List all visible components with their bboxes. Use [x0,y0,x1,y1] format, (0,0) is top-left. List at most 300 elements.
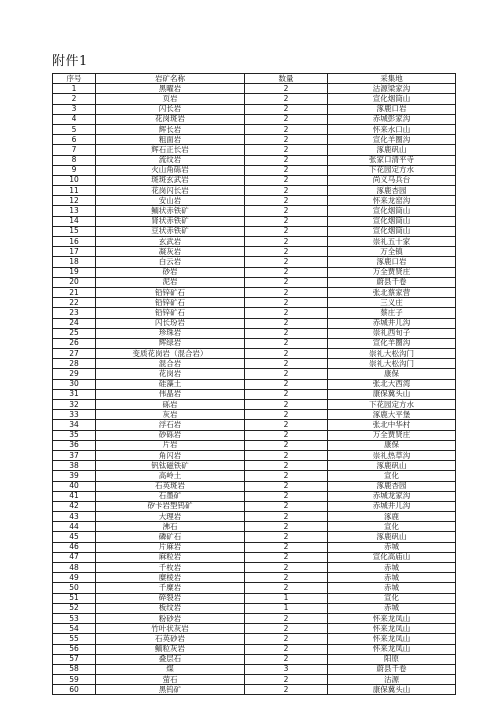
specimen-name-cell: 麻粒岩 [96,552,245,562]
serial-number-cell: 11 [53,186,96,196]
table-row [53,175,456,185]
collection-site-cell: 怀来龙凤山 [328,644,456,654]
quantity-cell: 2 [245,624,328,634]
collection-site-cell: 宣化高庙山 [328,552,456,562]
specimen-name-cell: 千枚岩 [96,563,245,573]
quantity-cell: 2 [245,257,328,267]
specimen-name-cell: 辉长岩 [96,124,245,134]
quantity-cell: 2 [245,430,328,440]
collection-site-cell: 康保 [328,369,456,379]
header-quantity: 数量 [245,74,328,84]
table-row [53,318,456,328]
quantity-cell: 2 [245,124,328,134]
collection-site-cell: 宣化烟筒山 [328,206,456,216]
quantity-cell: 2 [245,84,328,94]
table-header-row [53,74,456,84]
specimen-name-cell: 斑斑玄武岩 [96,175,245,185]
table-row [53,267,456,277]
serial-number-cell: 2 [53,94,96,104]
specimen-name-cell: 角闪岩 [96,450,245,460]
specimen-name-cell: 辉石正长岩 [96,145,245,155]
table-row [53,287,456,297]
collection-site-cell: 宣化 [328,471,456,481]
specimen-name-cell: 粗面岩 [96,135,245,145]
collection-site-cell: 怀来龙凤山 [328,624,456,634]
quantity-cell: 2 [245,675,328,685]
table-row [53,563,456,573]
serial-number-cell: 18 [53,257,96,267]
quantity-cell: 2 [245,318,328,328]
serial-number-cell: 15 [53,226,96,236]
table-row [53,410,456,420]
specimen-name-cell: 黑钨矿 [96,685,245,695]
serial-number-cell: 6 [53,135,96,145]
specimen-name-cell: 白云岩 [96,257,245,267]
table-row [53,532,456,542]
collection-site-cell: 宣化羊圈沟 [328,338,456,348]
quantity-cell: 2 [245,491,328,501]
specimen-name-cell: 泥岩 [96,277,245,287]
specimen-name-cell: 页岩 [96,94,245,104]
serial-number-cell: 51 [53,593,96,603]
quantity-cell: 2 [245,512,328,522]
serial-number-cell: 54 [53,624,96,634]
table-row [53,634,456,644]
collection-site-cell: 万全贾贤庄 [328,430,456,440]
serial-number-cell: 17 [53,247,96,257]
quantity-cell: 2 [245,338,328,348]
collection-site-cell: 宣化羊圈沟 [328,135,456,145]
quantity-cell: 2 [245,552,328,562]
collection-site-cell: 怀来龙凤山 [328,613,456,623]
specimen-name-cell: 珍珠岩 [96,328,245,338]
serial-number-cell: 43 [53,512,96,522]
collection-site-cell: 崇礼热草沟 [328,450,456,460]
table-row [53,461,456,471]
table-row [53,114,456,124]
table-row [53,226,456,236]
quantity-cell: 2 [245,114,328,124]
serial-number-cell: 19 [53,267,96,277]
serial-number-cell: 35 [53,430,96,440]
collection-site-cell: 怀来水口山 [328,124,456,134]
collection-site-cell: 阳原 [328,654,456,664]
quantity-cell: 2 [245,287,328,297]
serial-number-cell: 49 [53,573,96,583]
serial-number-cell: 30 [53,379,96,389]
collection-site-cell: 下花园定方水 [328,400,456,410]
collection-site-cell: 康保冀头山 [328,685,456,695]
quantity-cell: 2 [245,298,328,308]
quantity-cell: 2 [245,247,328,257]
quantity-cell: 2 [245,328,328,338]
quantity-cell: 2 [245,186,328,196]
collection-site-cell: 宣化 [328,593,456,603]
quantity-cell: 2 [245,654,328,664]
table-row [53,94,456,104]
table-row [53,624,456,634]
table-row [53,369,456,379]
serial-number-cell: 16 [53,237,96,247]
table-row [53,501,456,511]
table-row [53,593,456,603]
serial-number-cell: 34 [53,420,96,430]
quantity-cell: 2 [245,94,328,104]
table-row [53,440,456,450]
serial-number-cell: 9 [53,165,96,175]
collection-site-cell: 崇礼西旬子 [328,328,456,338]
collection-site-cell: 万全贾贤庄 [328,267,456,277]
table-row [53,359,456,369]
quantity-cell: 2 [245,522,328,532]
table-row [53,573,456,583]
serial-number-cell: 14 [53,216,96,226]
serial-number-cell: 52 [53,603,96,613]
specimen-name-cell: 板纹岩 [96,603,245,613]
quantity-cell: 2 [245,461,328,471]
serial-number-cell: 46 [53,542,96,552]
collection-site-cell: 赤城 [328,563,456,573]
serial-number-cell: 37 [53,450,96,460]
serial-number-cell: 3 [53,104,96,114]
serial-number-cell: 45 [53,532,96,542]
table-row [53,206,456,216]
header-collection-site: 采集地 [328,74,456,84]
specimen-name-cell: 鲕粒灰岩 [96,644,245,654]
specimen-name-cell: 砂岩 [96,267,245,277]
quantity-cell: 2 [245,226,328,236]
specimen-table [52,73,456,695]
specimen-name-cell: 砾岩 [96,400,245,410]
collection-site-cell: 崇礼大松沟门 [328,349,456,359]
collection-site-cell: 宣化烟筒山 [328,226,456,236]
quantity-cell: 2 [245,450,328,460]
collection-site-cell: 三义庄 [328,298,456,308]
specimen-name-cell: 石墨矿 [96,491,245,501]
serial-number-cell: 21 [53,287,96,297]
serial-number-cell: 4 [53,114,96,124]
table-row [53,104,456,114]
collection-site-cell: 万全镇 [328,247,456,257]
quantity-cell: 2 [245,634,328,644]
table-row [53,155,456,165]
table-body [53,84,456,695]
specimen-name-cell: 黑曜岩 [96,84,245,94]
collection-site-cell: 赤城 [328,573,456,583]
serial-number-cell: 25 [53,328,96,338]
collection-site-cell: 张北蔡家营 [328,287,456,297]
collection-site-cell: 赤城井儿沟 [328,318,456,328]
specimen-name-cell: 粉砂岩 [96,613,245,623]
specimen-name-cell: 铅锌矿石 [96,298,245,308]
table-row [53,644,456,654]
table-row [53,84,456,94]
quantity-cell: 2 [245,216,328,226]
table-row [53,512,456,522]
quantity-cell: 1 [245,593,328,603]
quantity-cell: 2 [245,349,328,359]
quantity-cell: 2 [245,196,328,206]
collection-site-cell: 赤城 [328,542,456,552]
table-row [53,216,456,226]
serial-number-cell: 10 [53,175,96,185]
collection-site-cell: 康保 [328,440,456,450]
collection-site-cell: 怀来龙窑沟 [328,196,456,206]
collection-site-cell: 涿鹿矾山 [328,532,456,542]
serial-number-cell: 29 [53,369,96,379]
collection-site-cell: 张北中华村 [328,420,456,430]
table-row [53,542,456,552]
specimen-name-cell: 磷矿石 [96,532,245,542]
table-row [53,165,456,175]
collection-site-cell: 赤城 [328,583,456,593]
header-serial-number: 序号 [53,74,96,84]
specimen-name-cell: 闪长玢岩 [96,318,245,328]
specimen-name-cell: 煤 [96,664,245,674]
specimen-name-cell: 叠层石 [96,654,245,664]
attachment-heading: 附件1 [52,54,88,69]
specimen-name-cell: 花岗闪长岩 [96,186,245,196]
collection-site-cell: 张家口清平寺 [328,155,456,165]
specimen-name-cell: 辉绿岩 [96,338,245,348]
quantity-cell: 2 [245,145,328,155]
specimen-name-cell: 竹叶状灰岩 [96,624,245,634]
collection-site-cell: 宣化烟筒山 [328,216,456,226]
table-row [53,675,456,685]
specimen-name-cell: 花岗斑岩 [96,114,245,124]
serial-number-cell: 12 [53,196,96,206]
specimen-name-cell: 伟晶岩 [96,389,245,399]
table-row [53,196,456,206]
specimen-name-cell: 石英斑岩 [96,481,245,491]
collection-site-cell: 尚义马兵台 [328,175,456,185]
table-row [53,400,456,410]
serial-number-cell: 56 [53,644,96,654]
specimen-name-cell: 变质花岗岩（混合岩） [96,349,245,359]
table-row [53,349,456,359]
serial-number-cell: 23 [53,308,96,318]
quantity-cell: 2 [245,308,328,318]
table-row [53,257,456,267]
quantity-cell: 2 [245,644,328,654]
table-row [53,603,456,613]
quantity-cell: 2 [245,206,328,216]
collection-site-cell: 怀来龙凤山 [328,634,456,644]
specimen-name-cell: 浮石岩 [96,420,245,430]
specimen-name-cell: 鲕状赤铁矿 [96,206,245,216]
collection-site-cell: 涿鹿杏园 [328,481,456,491]
quantity-cell: 2 [245,471,328,481]
collection-site-cell: 涿鹿口岩 [328,104,456,114]
table-row [53,552,456,562]
quantity-cell: 2 [245,542,328,552]
serial-number-cell: 57 [53,654,96,664]
specimen-name-cell: 大理岩 [96,512,245,522]
collection-site-cell: 涿鹿矾山 [328,461,456,471]
collection-site-cell: 蔚县千卷 [328,664,456,674]
serial-number-cell: 39 [53,471,96,481]
table-row [53,450,456,460]
quantity-cell: 2 [245,175,328,185]
serial-number-cell: 53 [53,613,96,623]
serial-number-cell: 24 [53,318,96,328]
table-row [53,522,456,532]
table-row [53,613,456,623]
collection-site-cell: 赤城彭家沟 [328,114,456,124]
specimen-name-cell: 矽卡岩型钨矿 [96,501,245,511]
serial-number-cell: 26 [53,338,96,348]
table-row [53,654,456,664]
table-row [53,481,456,491]
specimen-name-cell: 玄武岩 [96,237,245,247]
serial-number-cell: 32 [53,400,96,410]
serial-number-cell: 47 [53,552,96,562]
serial-number-cell: 59 [53,675,96,685]
quantity-cell: 2 [245,369,328,379]
quantity-cell: 3 [245,664,328,674]
specimen-name-cell: 硅藻土 [96,379,245,389]
quantity-cell: 2 [245,440,328,450]
serial-number-cell: 31 [53,389,96,399]
quantity-cell: 2 [245,104,328,114]
specimen-name-cell: 沸石 [96,522,245,532]
serial-number-cell: 13 [53,206,96,216]
collection-site-cell: 宣化 [328,522,456,532]
table-row [53,308,456,318]
collection-site-cell: 康保冀头山 [328,389,456,399]
serial-number-cell: 50 [53,583,96,593]
quantity-cell: 2 [245,155,328,165]
specimen-name-cell: 糜棱岩 [96,573,245,583]
table-row [53,186,456,196]
serial-number-cell: 42 [53,501,96,511]
quantity-cell: 2 [245,389,328,399]
specimen-name-cell: 萤石 [96,675,245,685]
table-row [53,298,456,308]
collection-site-cell: 涿鹿矾山 [328,145,456,155]
collection-site-cell: 涿鹿杏园 [328,186,456,196]
specimen-name-cell: 高岭土 [96,471,245,481]
specimen-name-cell: 铅锌矿石 [96,287,245,297]
table-row [53,124,456,134]
collection-site-cell: 蔚县千卷 [328,277,456,287]
quantity-cell: 2 [245,420,328,430]
table-row [53,420,456,430]
serial-number-cell: 55 [53,634,96,644]
serial-number-cell: 40 [53,481,96,491]
collection-site-cell: 张北大西湾 [328,379,456,389]
collection-site-cell: 宣化烟筒山 [328,94,456,104]
table-row [53,685,456,695]
serial-number-cell: 20 [53,277,96,287]
table-row [53,583,456,593]
specimen-name-cell: 灰岩 [96,410,245,420]
table-row [53,389,456,399]
collection-site-cell: 沽源梁家沟 [328,84,456,94]
quantity-cell: 2 [245,379,328,389]
collection-site-cell: 赤城井儿沟 [328,501,456,511]
specimen-name-cell: 闪长岩 [96,104,245,114]
serial-number-cell: 48 [53,563,96,573]
specimen-name-cell: 火山角砾岩 [96,165,245,175]
quantity-cell: 2 [245,613,328,623]
specimen-name-cell: 砂砾岩 [96,430,245,440]
serial-number-cell: 22 [53,298,96,308]
quantity-cell: 1 [245,603,328,613]
specimen-name-cell: 流纹岩 [96,155,245,165]
table-row [53,328,456,338]
specimen-name-cell: 混合岩 [96,359,245,369]
table-row [53,247,456,257]
specimen-name-cell: 钒钛磁铁矿 [96,461,245,471]
collection-site-cell: 下花园定方水 [328,165,456,175]
specimen-name-cell: 千糜岩 [96,583,245,593]
table-row [53,491,456,501]
serial-number-cell: 33 [53,410,96,420]
quantity-cell: 2 [245,563,328,573]
serial-number-cell: 38 [53,461,96,471]
serial-number-cell: 1 [53,84,96,94]
serial-number-cell: 7 [53,145,96,155]
header-specimen-name: 岩矿名称 [96,74,245,84]
collection-site-cell: 崇礼五十家 [328,237,456,247]
collection-site-cell: 涿鹿 [328,512,456,522]
serial-number-cell: 58 [53,664,96,674]
serial-number-cell: 28 [53,359,96,369]
quantity-cell: 2 [245,532,328,542]
table-row [53,145,456,155]
table-row [53,471,456,481]
table-row [53,430,456,440]
serial-number-cell: 5 [53,124,96,134]
collection-site-cell: 崇礼大松沟门 [328,359,456,369]
quantity-cell: 2 [245,573,328,583]
specimen-name-cell: 豆状赤铁矿 [96,226,245,236]
serial-number-cell: 36 [53,440,96,450]
collection-site-cell: 涿鹿大平堡 [328,410,456,420]
quantity-cell: 2 [245,685,328,695]
table-row [53,237,456,247]
quantity-cell: 2 [245,135,328,145]
quantity-cell: 2 [245,583,328,593]
quantity-cell: 2 [245,165,328,175]
specimen-name-cell: 碎裂岩 [96,593,245,603]
specimen-name-cell: 凝灰岩 [96,247,245,257]
specimen-name-cell: 安山岩 [96,196,245,206]
table-row [53,379,456,389]
specimen-name-cell: 片岩 [96,440,245,450]
quantity-cell: 2 [245,267,328,277]
table-row [53,664,456,674]
specimen-name-cell: 铅锌矿石 [96,308,245,318]
table-row [53,338,456,348]
collection-site-cell: 蔡庄子 [328,308,456,318]
serial-number-cell: 41 [53,491,96,501]
serial-number-cell: 27 [53,349,96,359]
collection-site-cell: 赤城龙家沟 [328,491,456,501]
quantity-cell: 2 [245,501,328,511]
quantity-cell: 2 [245,277,328,287]
quantity-cell: 2 [245,410,328,420]
collection-site-cell: 沽源 [328,675,456,685]
specimen-name-cell: 片麻岩 [96,542,245,552]
table-row [53,135,456,145]
collection-site-cell: 涿鹿口岩 [328,257,456,267]
serial-number-cell: 60 [53,685,96,695]
quantity-cell: 2 [245,400,328,410]
quantity-cell: 2 [245,359,328,369]
quantity-cell: 2 [245,481,328,491]
